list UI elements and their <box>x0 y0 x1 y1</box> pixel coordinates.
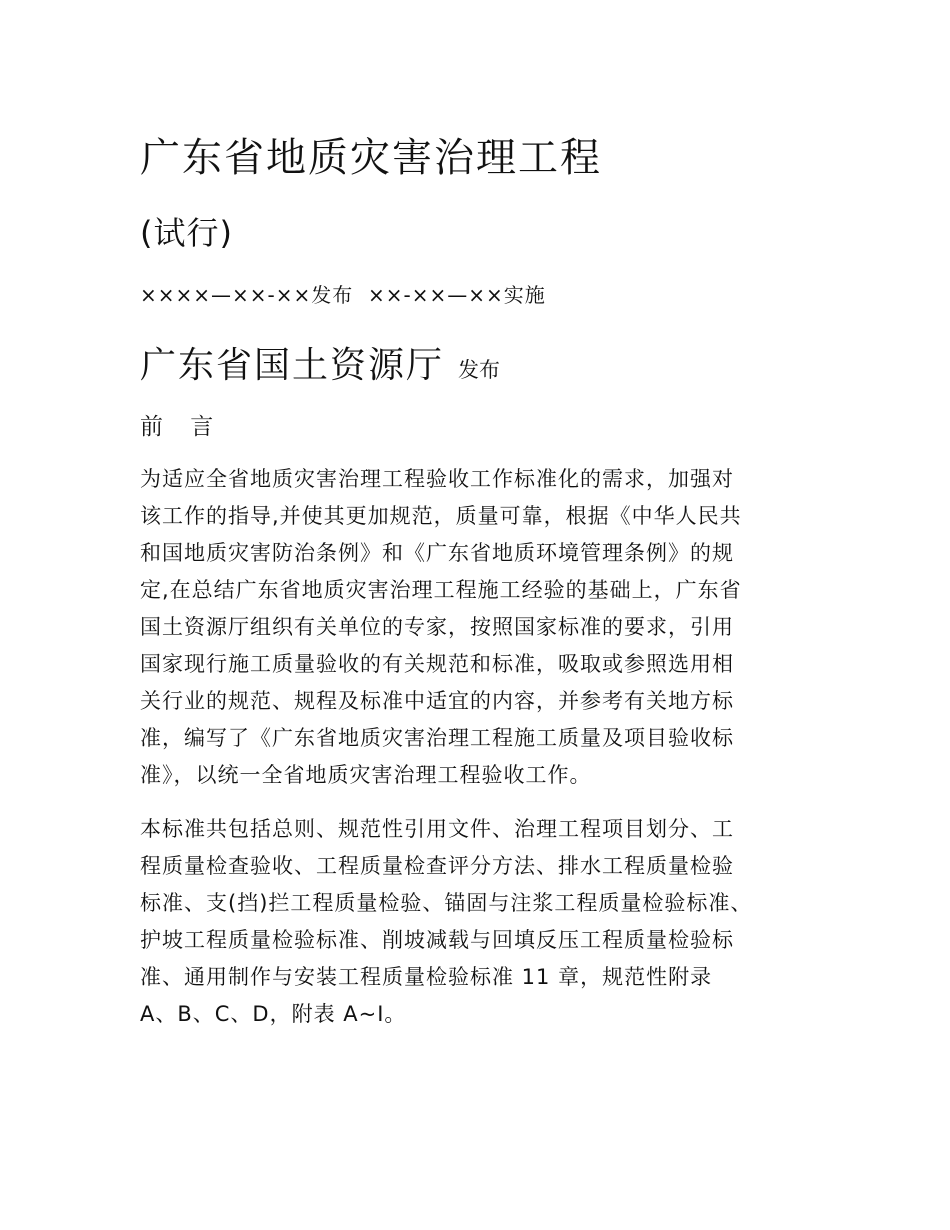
issuer-name: 广东省国土资源厅 <box>140 345 445 386</box>
paragraph-line: 定,在总结广东省地质灾害治理工程施工经验的基础上，广东省 <box>140 578 742 602</box>
paragraph-line: 为适应全省地质灾害治理工程验收工作标准化的需求，加强对 <box>140 467 734 491</box>
paragraph-line: 程质量检查验收、工程质量检查评分方法、排水工程质量检验 <box>140 854 734 878</box>
paragraph-line: 准、通用制作与安装工程质量检验标准 11 章，规范性附录 <box>140 965 713 989</box>
preface-heading: 前 言 <box>140 414 224 440</box>
paragraph-line: A、B、C、D，附表 A~I。 <box>140 1002 407 1026</box>
publish-implement-dates: ××××—××-××发布 ××-××—××实施 <box>140 283 546 307</box>
paragraph-line: 和国地质灾害防治条例》和《广东省地质环境管理条例》的规 <box>140 541 734 565</box>
paragraph-line: 准，编写了《广东省地质灾害治理工程施工质量及项目验收标 <box>140 726 734 750</box>
preface-paragraph-2 <box>140 811 820 1033</box>
issuer-line <box>140 337 500 388</box>
paragraph-line: 护坡工程质量检验标准、削坡减载与回填反压工程质量检验标 <box>140 928 734 952</box>
paragraph-line: 关行业的规范、规程及标准中适宜的内容，并参考有关地方标 <box>140 689 734 713</box>
paragraph-line: 该工作的指导,并使其更加规范，质量可靠，根据《中华人民共 <box>140 504 742 528</box>
paragraph-line: 国土资源厅组织有关单位的专家，按照国家标准的要求，引用 <box>140 615 734 639</box>
paragraph-line: 本标准共包括总则、规范性引用文件、治理工程项目划分、工 <box>140 817 734 841</box>
document-subtitle: (试行) <box>140 214 233 252</box>
issuer-action: 发布 <box>458 358 501 382</box>
paragraph-line: 标准、支(挡)拦工程质量检验、锚固与注浆工程质量检验标准、 <box>140 891 753 915</box>
paragraph-line: 准》，以统一全省地质灾害治理工程验收工作。 <box>140 763 592 787</box>
paragraph-line: 国家现行施工质量验收的有关规范和标准，吸取或参照选用相 <box>140 652 734 676</box>
document-title: 广东省地质灾害治理工程 <box>140 135 602 181</box>
preface-paragraph-1 <box>140 461 820 794</box>
